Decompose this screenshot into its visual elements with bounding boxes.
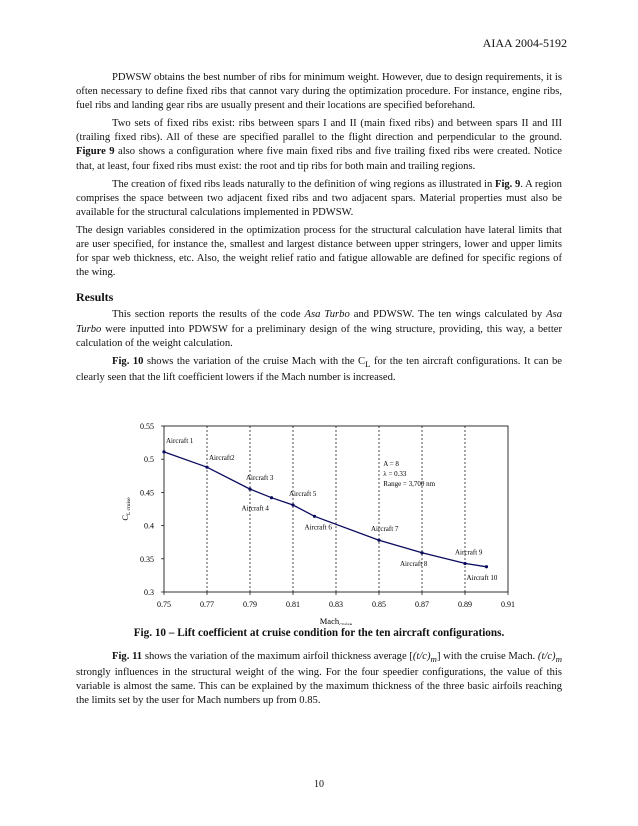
data-point-3 (248, 487, 251, 490)
x-tick-label-2: 0.79 (243, 600, 257, 609)
point-label-3: Aircraft 3 (246, 474, 274, 483)
series-line (164, 452, 487, 567)
data-point-2 (205, 466, 208, 469)
x-tick-label-0: 0.75 (157, 600, 171, 609)
y-axis-label: $C_{L cruise}$ (120, 497, 132, 521)
point-label-2: Aircraft2 (209, 454, 235, 463)
figure-caption: Fig. 10 – Lift coefficient at cruise condition for the ten aircraft configurations. (133, 627, 505, 639)
y-tick-label-4: 0.5 (144, 455, 154, 465)
paragraph-results: This section reports the results of the code Asa Turbo and PDWSW. The ten wings calculated by Asa Turbo were inputted into PDWSW for a preliminary design of the wing structure, providing, this way, a better calculation of the weight calculation. (76, 309, 563, 349)
paragraph-ribs: PDWSW obtains the best number of ribs for minimum weight. However, due to design requirements, it is often necessary to define fixed ribs that cannot vary during the optimization procedure. For instance, engine ribs, fuel ribs and landing gear ribs are usually present and their locations are specified beforehand. (76, 72, 562, 112)
paragraph-regions: The creation of fixed ribs leads naturally to the definition of wing regions as illustrated in Fig. 9. A region comprises the space between two adjacent fixed ribs and two adjacent spars. Material properties must also be available for the structural calculations implemented in PDWSW. (76, 178, 562, 218)
x-tick-label-1: 0.77 (200, 600, 214, 609)
data-point-7 (377, 539, 380, 542)
y-tick-label-1: 0.35 (140, 554, 154, 564)
point-label-5: Aircraft 5 (289, 490, 317, 499)
point-label-1: Aircraft 1 (166, 436, 194, 445)
x-tick-label-6: 0.87 (415, 600, 429, 609)
chart-annotation-2: Range = 3,700 nm (383, 479, 436, 488)
data-point-6 (313, 515, 316, 518)
data-point-1 (162, 450, 165, 453)
x-tick-label-5: 0.85 (372, 600, 386, 609)
paragraph-fixed-ribs: Two sets of fixed ribs exist: ribs between spars I and II (main fixed ribs) and between spars II and III (trailing fixed ribs). All of these are specified parallel to the flight direction and perpendicular to the ground. Figure 9 also shows a configuration where five main fixed ribs and five trailing fixed ribs were created. Notice that, at least, four fixed ribs must exist: the root and tip ribs for both main and trailing regions. (76, 118, 562, 172)
paragraph-fig10: Fig. 10 shows the variation of the cruise Mach with the $C_L$ for the ten aircraft configurations. It can be clearly seen that the lift coefficient lowers if the Mach number is increased. (76, 355, 563, 383)
figure-9-ref-2: Fig. 9 (494, 178, 521, 190)
x-tick-label-3: 0.81 (286, 600, 300, 609)
y-tick-label-0: 0.3 (144, 588, 154, 597)
chart-annotation-1: λ = 0.33 (383, 469, 407, 478)
figure-11-ref: Fig. 11 (112, 651, 143, 662)
point-label-8: Aircraft 8 (400, 559, 428, 568)
y-tick-label-5: 0.55 (140, 422, 154, 431)
paragraph-design-variables: The design variables considered in the optimization process for the structural calculation have lateral limits that are user specified, for instance the, smallest and largest distance between upper stringers, lower and upper limits for spar web thickness, etc. Also, the weight relief ratio and fatigue allowable are defined for specific regions of the wing. (76, 224, 562, 279)
x-tick-label-7: 0.89 (458, 600, 472, 609)
x-tick-label-4: 0.83 (329, 600, 343, 609)
paragraph-fig11: Fig. 11 shows the variation of the maximum airfoil thickness average $[(t/c)_m]$ with the cruise Mach. $(t/c)_m$ strongly influences in the structural weight of the wing. For the four speedier configurations, the value of this variable is almost the same. This can be explained by the maximum thickness of the three basic airfoils reaching the limits set by the user for Mach numbers up from 0.85. (76, 651, 562, 707)
y-tick-label-2: 0.4 (144, 521, 154, 531)
point-label-9: Aircraft 9 (455, 548, 483, 557)
y-tick-label-3: 0.45 (140, 488, 154, 498)
figure-9-ref: Figure 9 (76, 146, 115, 158)
data-point-9 (463, 562, 466, 565)
results-heading: Results (76, 290, 114, 305)
point-label-7: Aircraft 7 (371, 525, 399, 534)
data-point-10 (485, 565, 488, 568)
point-label-10: Aircraft 10 (466, 573, 498, 582)
figure-10-ref: Fig. 10 (112, 355, 144, 367)
data-point-4 (270, 496, 273, 499)
point-label-6: Aircraft 6 (304, 523, 332, 532)
data-point-5 (291, 503, 294, 506)
chart-annotation-0: A = 8 (383, 459, 399, 468)
data-point-8 (420, 551, 423, 554)
x-axis-label: Mach$_{cruise}$ (319, 616, 353, 625)
document-id: AIAA 2004-5192 (482, 36, 567, 50)
page-number: 10 (314, 779, 324, 790)
x-tick-label-8: 0.91 (501, 600, 515, 609)
cl-vs-mach-chart (118, 420, 518, 625)
point-label-4: Aircraft 4 (241, 504, 269, 513)
body-text (76, 71, 562, 389)
